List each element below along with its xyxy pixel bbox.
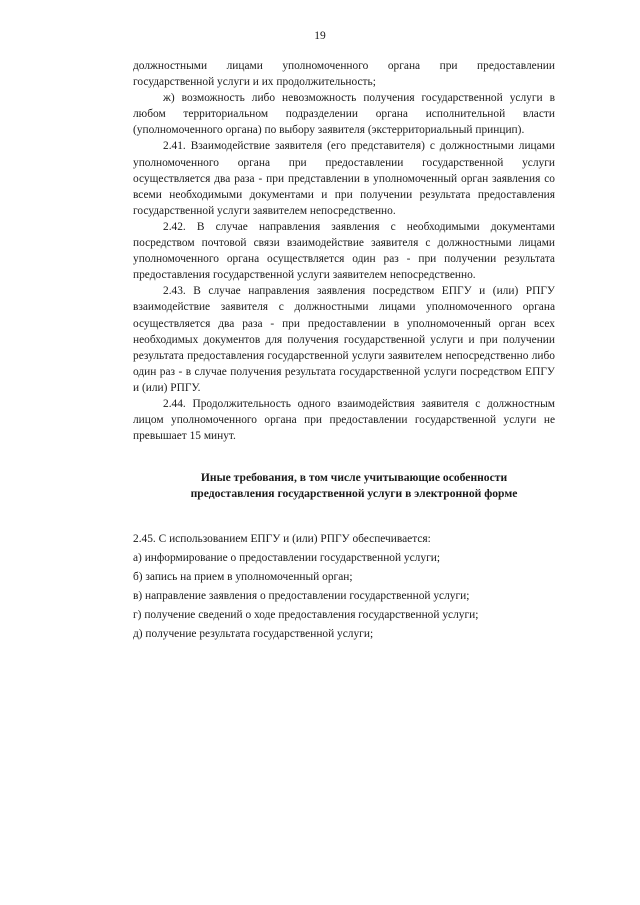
- list-item: б) запись на прием в уполномоченный орган;: [133, 571, 353, 584]
- paragraph-2-44: 2.44. Продолжительность одного взаимодействия заявителя с должностным лицом уполномоченного органа при предоставлении государственной услуги не превышает 15 минут.: [133, 397, 555, 443]
- document-body: [133, 58, 555, 644]
- paragraph-2-43: 2.43. В случае направления заявления посредством ЕПГУ и (или) РПГУ взаимодействие заявителя с должностными лицами уполномоченного органа осуществляется два раза - при предоставлении в уполномоченный орган всех необходимых документов для получения государственной услуги и при получении результата предоставления государственной услуги заявителем непосредственно либо один раз - в случае получения результата государственной услуги посредством ЕПГУ и (или) РПГУ.: [133, 285, 555, 394]
- paragraph-item-zh: ж) возможность либо невозможность получения государственной услуги в любом территориальном подразделении органа исполнительной власти (уполномоченного органа) по выбору заявителя (экстерриториальный принцип).: [133, 92, 555, 137]
- paragraph-continuation: должностными лицами уполномоченного органа при предоставлении государственной услуги и их продолжительность;: [133, 60, 555, 89]
- services-list: [133, 549, 555, 644]
- paragraph-2-42: 2.42. В случае направления заявления с необходимыми документами посредством почтовой связи взаимодействие заявителя с должностными лицами уполномоченного органа осуществляется один раз - при получении результата предоставления государственной услуги заявителем непосредственно.: [133, 220, 555, 282]
- list-item: д) получение результата государственной услуги;: [133, 628, 374, 641]
- list-item: а) информирование о предоставлении государственной услуги;: [133, 552, 440, 565]
- page-number: 19: [314, 30, 326, 42]
- list-item: в) направление заявления о предоставлении государственной услуги;: [133, 590, 470, 603]
- section-heading: Иные требования, в том числе учитывающие особенности предоставления государственной услуги в электронной форме: [190, 471, 518, 501]
- paragraph-2-41: 2.41. Взаимодействие заявителя (его представителя) с должностными лицами уполномоченного органа при предоставлении государственной услуги осуществляется два раза - при представлении в уполномоченный орган заявления со всеми необходимыми документами и при получении результата предоставления государственной услуги заявителем непосредственно.: [133, 140, 555, 217]
- list-item: г) получение сведений о ходе предоставления государственной услуги;: [133, 609, 479, 622]
- paragraph-2-45: 2.45. С использованием ЕПГУ и (или) РПГУ обеспечивается:: [133, 533, 431, 546]
